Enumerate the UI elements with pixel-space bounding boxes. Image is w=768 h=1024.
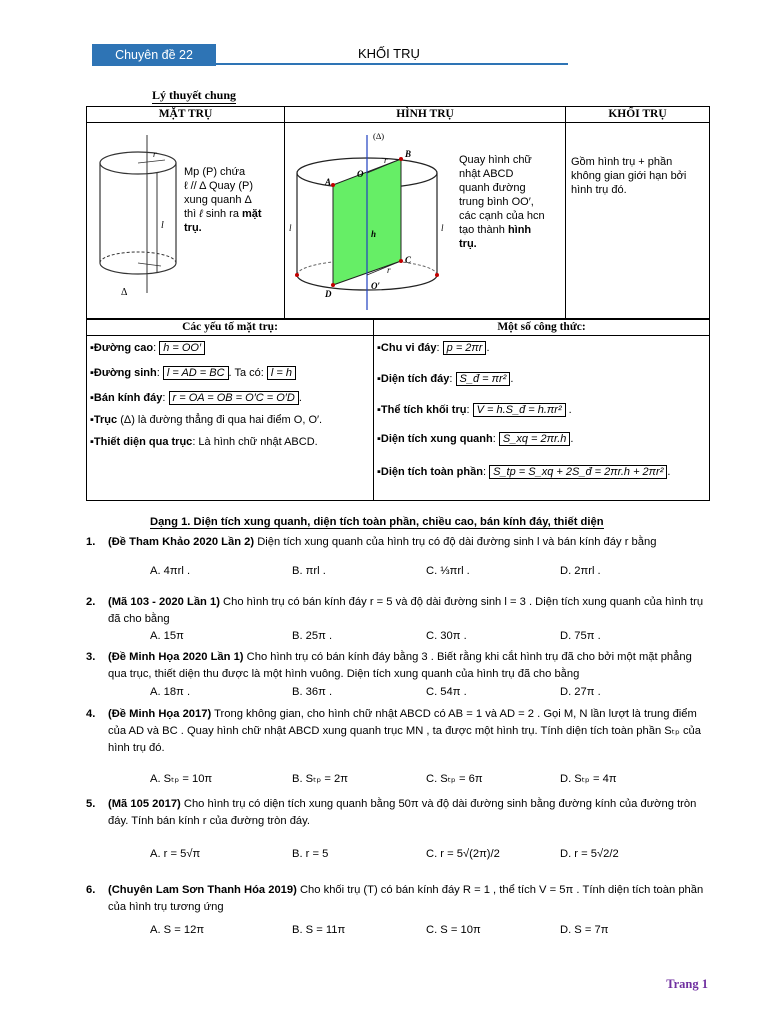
option-d[interactable]: D. 2πrl . bbox=[560, 565, 601, 577]
page-number: Trang 1 bbox=[666, 977, 708, 991]
element-sep: : bbox=[153, 342, 160, 354]
question-2 bbox=[86, 594, 712, 628]
element-generatrix: ▪Đường sinh: l = AD = BC . Ta có: l = h bbox=[90, 367, 296, 379]
khoi-tru-cell bbox=[566, 123, 710, 320]
col-elements: Các yếu tố mặt trụ: bbox=[87, 319, 374, 336]
element-formula-box: l = AD = BC bbox=[163, 366, 229, 380]
fig2-Oprime-label: O′ bbox=[371, 281, 381, 291]
option-d[interactable]: D. 75π . bbox=[560, 630, 601, 642]
khoi-tru-line: không gian giới hạn bởi bbox=[571, 170, 687, 182]
header-rule bbox=[92, 63, 568, 65]
element-height: ▪Đường cao: h = OO′ bbox=[90, 342, 205, 354]
option-b[interactable]: B. 25π . bbox=[292, 630, 333, 642]
hinh-tru-line: các cạnh của hcn bbox=[459, 210, 545, 222]
question-text: Cho hình trụ có bán kính đáy bằng 3 . Biết rằng khi cắt hình trụ đã cho bởi một mặt phẳng qua trục, thiết diện thu được là một hình vuông. Diện tích xung quanh của hình trụ đã cho bằng bbox=[108, 651, 692, 680]
hinh-tru-line: trung bình OO′, bbox=[459, 196, 534, 208]
question-number: 5. bbox=[86, 798, 96, 810]
mat-tru-text bbox=[184, 165, 282, 235]
formula-label: Thể tích khối trụ bbox=[380, 404, 467, 416]
hinh-tru-line: trụ. bbox=[459, 238, 477, 250]
document-title: KHỐI TRỤ bbox=[358, 46, 420, 61]
formula-box: p = 2πr bbox=[443, 341, 487, 355]
mat-tru-line: ℓ // Δ Quay (P) bbox=[184, 180, 253, 192]
element-label: Đường cao bbox=[93, 342, 154, 354]
question-source: (Chuyên Lam Sơn Thanh Hóa 2019) bbox=[108, 884, 297, 896]
fig2-l-right-label: l bbox=[441, 223, 444, 233]
question-1 bbox=[86, 534, 712, 551]
fig1-delta-label: Δ bbox=[121, 287, 128, 298]
option-c[interactable]: C. ⅓πrl . bbox=[426, 565, 470, 577]
element-label: Thiết diện qua trục bbox=[93, 436, 193, 448]
cylinder-figure bbox=[289, 125, 464, 315]
question-source: (Đề Tham Khảo 2020 Lần 2) bbox=[108, 536, 255, 548]
formula-label: Chu vi đáy bbox=[380, 342, 437, 354]
theory-table bbox=[86, 106, 710, 320]
option-d[interactable]: D. S = 7π bbox=[560, 924, 609, 936]
mat-tru-line: xung quanh Δ bbox=[184, 194, 252, 206]
element-sep: : bbox=[156, 367, 163, 379]
hinh-tru-span: tạo thành bbox=[459, 224, 508, 236]
col-khoi-tru: KHỐI TRỤ bbox=[566, 107, 710, 123]
mat-tru-span: thì bbox=[184, 208, 200, 220]
question-5 bbox=[86, 796, 712, 830]
question-source: (Đề Minh Họa 2017) bbox=[108, 708, 212, 720]
fig2-D-label: D bbox=[325, 289, 332, 299]
hinh-tru-span: hình bbox=[507, 224, 532, 236]
fig2-r-top-label: r bbox=[384, 155, 388, 165]
fig2-C-label: C bbox=[405, 255, 412, 265]
option-c[interactable]: C. S = 10π bbox=[426, 924, 481, 936]
option-d[interactable]: D. 27π . bbox=[560, 686, 601, 698]
question-number: 2. bbox=[86, 596, 96, 608]
option-a[interactable]: A. Sₜₚ = 10π bbox=[150, 773, 213, 785]
fig1-r-label: r bbox=[153, 149, 157, 159]
question-source: (Đề Minh Họa 2020 Lần 1) bbox=[108, 651, 244, 663]
option-c[interactable]: C. r = 5√(2π)/2 bbox=[426, 848, 500, 860]
hinh-tru-cell bbox=[285, 123, 566, 320]
question-number: 3. bbox=[86, 651, 96, 663]
mat-tru-span: sinh ra bbox=[202, 208, 242, 220]
khoi-tru-text bbox=[571, 155, 711, 197]
formula-base-area: ▪Diện tích đáy: S_đ = πr² . bbox=[377, 373, 514, 385]
option-c[interactable]: C. 54π . bbox=[426, 686, 467, 698]
option-a[interactable]: A. S = 12π bbox=[150, 924, 205, 936]
formula-label: Diện tích xung quanh bbox=[380, 433, 493, 445]
option-b[interactable]: B. S = 11π bbox=[292, 924, 346, 936]
question-text: Trong không gian, cho hình chữ nhật ABCD có AB = 1 và AD = 2 . Gọi M, N lần lượt là trung điểm của AD và BC . Quay hình chữ nhật ABCD xung quanh trục MN , ta được một hình trụ. Tính diện tích toàn phần Sₜₚ của hình trụ đó. bbox=[108, 708, 702, 754]
element-formula-box: h = OO′ bbox=[159, 341, 205, 355]
question-text: Diện tích xung quanh của hình trụ có độ dài đường sinh l và bán kính đáy r bằng bbox=[254, 536, 657, 548]
element-sep: : Là hình chữ nhật ABCD. bbox=[192, 436, 318, 448]
fig2-O-label: O bbox=[357, 169, 364, 179]
col-mat-tru: MẶT TRỤ bbox=[87, 107, 285, 123]
hinh-tru-line: Quay hình chữ bbox=[459, 154, 532, 166]
khoi-tru-line: hình trụ đó. bbox=[571, 184, 627, 196]
option-d[interactable]: D. Sₜₚ = 4π bbox=[560, 773, 617, 785]
option-b[interactable]: B. r = 5 bbox=[292, 848, 329, 860]
element-formula-box: r = OA = OB = O′C = O′D bbox=[169, 391, 299, 405]
question-3 bbox=[86, 649, 712, 683]
element-rest: . Ta có: bbox=[228, 367, 267, 379]
option-d[interactable]: D. r = 5√2/2 bbox=[560, 848, 619, 860]
chapter-tag: Chuyên đề 22 bbox=[92, 44, 216, 66]
mat-tru-span: mặt bbox=[242, 208, 262, 220]
mat-tru-line: Mp (P) chứa bbox=[184, 166, 246, 178]
formula-volume: ▪Thể tích khối trụ: V = h.S_đ = h.πr² . bbox=[377, 404, 572, 416]
question-text: Cho hình trụ có diện tích xung quanh bằng 50π và độ dài đường sinh bằng đường kính của đường tròn đáy. Tính bán kính r của đường tròn đáy. bbox=[108, 798, 697, 827]
formula-box: S_đ = πr² bbox=[456, 372, 511, 386]
formula-box: V = h.S_đ = h.πr² bbox=[473, 403, 566, 417]
hinh-tru-text bbox=[459, 153, 563, 251]
element-sep: : bbox=[162, 392, 169, 404]
col-hinh-tru: HÌNH TRỤ bbox=[285, 107, 566, 123]
element-label: Trục bbox=[93, 414, 118, 426]
question-text: Cho hình trụ có bán kính đáy r = 5 và độ dài đường sinh l = 3 . Diện tích xung quanh của hình trụ đã cho bằng bbox=[108, 596, 704, 625]
hinh-tru-line: quanh đường bbox=[459, 182, 526, 194]
question-text: Cho khối trụ (T) có bán kính đáy R = 1 , thể tích V = 5π . Tính diện tích toàn phần của hình trụ tương ứng bbox=[108, 884, 704, 913]
option-c[interactable]: C. Sₜₚ = 6π bbox=[426, 773, 483, 785]
element-sep: (Δ) là đường thẳng đi qua hai điểm O, O′. bbox=[117, 414, 323, 426]
element-axis: ▪Trục (Δ) là đường thẳng đi qua hai điểm O, O′. bbox=[90, 414, 323, 426]
element-formula-box: l = h bbox=[267, 366, 296, 380]
question-number: 4. bbox=[86, 708, 96, 720]
formula-lateral-area: ▪Diện tích xung quanh: S_xq = 2πr.h . bbox=[377, 433, 574, 445]
formula-total-area: ▪Diện tích toàn phần: S_tp = S_xq + 2S_đ = 2πr.h + 2πr² . bbox=[377, 466, 671, 478]
cylinder-surface-figure bbox=[93, 133, 183, 303]
element-section: ▪Thiết diện qua trục: Là hình chữ nhật ABCD. bbox=[90, 436, 318, 448]
question-source: (Mã 105 2017) bbox=[108, 798, 181, 810]
element-label: Đường sinh bbox=[93, 367, 157, 379]
option-a[interactable]: A. r = 5√π bbox=[150, 848, 201, 860]
question-source: (Mã 103 - 2020 Lần 1) bbox=[108, 596, 220, 608]
option-a[interactable]: A. 15π bbox=[150, 630, 184, 642]
section-title: Dạng 1. Diện tích xung quanh, diện tích toàn phần, chiều cao, bán kính đáy, thiết diện bbox=[150, 516, 604, 528]
fig2-l-left-label: l bbox=[289, 223, 292, 233]
mat-tru-line: trụ. bbox=[184, 222, 202, 234]
option-b[interactable]: B. 36π . bbox=[292, 686, 333, 698]
question-4 bbox=[86, 706, 712, 757]
fig2-A-label: A bbox=[325, 177, 332, 187]
formula-perimeter: ▪Chu vi đáy: p = 2πr . bbox=[377, 342, 490, 354]
fig2-delta-label: (Δ) bbox=[373, 131, 385, 141]
col-formulas: Một số công thức: bbox=[374, 319, 710, 336]
fig2-r-bottom-label: r bbox=[387, 265, 391, 275]
element-radius: ▪Bán kính đáy: r = OA = OB = O′C = O′D . bbox=[90, 392, 302, 404]
option-a[interactable]: A. 4πrl . bbox=[150, 565, 191, 577]
option-c[interactable]: C. 30π . bbox=[426, 630, 467, 642]
formula-box: S_tp = S_xq + 2S_đ = 2πr.h + 2πr² bbox=[489, 465, 667, 479]
option-b[interactable]: B. πrl . bbox=[292, 565, 326, 577]
mat-tru-line bbox=[184, 207, 282, 221]
formula-box: S_xq = 2πr.h bbox=[499, 432, 571, 446]
hinh-tru-line bbox=[459, 223, 563, 237]
question-number: 1. bbox=[86, 536, 96, 548]
khoi-tru-line: Gồm hình trụ + phần bbox=[571, 156, 673, 168]
hinh-tru-line: nhật ABCD bbox=[459, 168, 514, 180]
mat-tru-cell bbox=[87, 123, 285, 320]
mat-tru-span: ℓ bbox=[199, 208, 203, 220]
fig2-h-label: h bbox=[371, 229, 377, 239]
formula-label: Diện tích toàn phần bbox=[380, 466, 483, 478]
question-6 bbox=[86, 882, 712, 916]
fig2-B-label: B bbox=[405, 149, 412, 159]
element-rest: . bbox=[298, 392, 302, 404]
fig1-l-label: l bbox=[161, 220, 164, 231]
formula-label: Diện tích đáy bbox=[380, 373, 450, 385]
option-b[interactable]: B. Sₜₚ = 2π bbox=[292, 773, 348, 785]
element-label: Bán kính đáy bbox=[93, 392, 163, 404]
theory-title: Lý thuyết chung bbox=[152, 88, 237, 102]
option-a[interactable]: A. 18π . bbox=[150, 686, 191, 698]
question-number: 6. bbox=[86, 884, 96, 896]
